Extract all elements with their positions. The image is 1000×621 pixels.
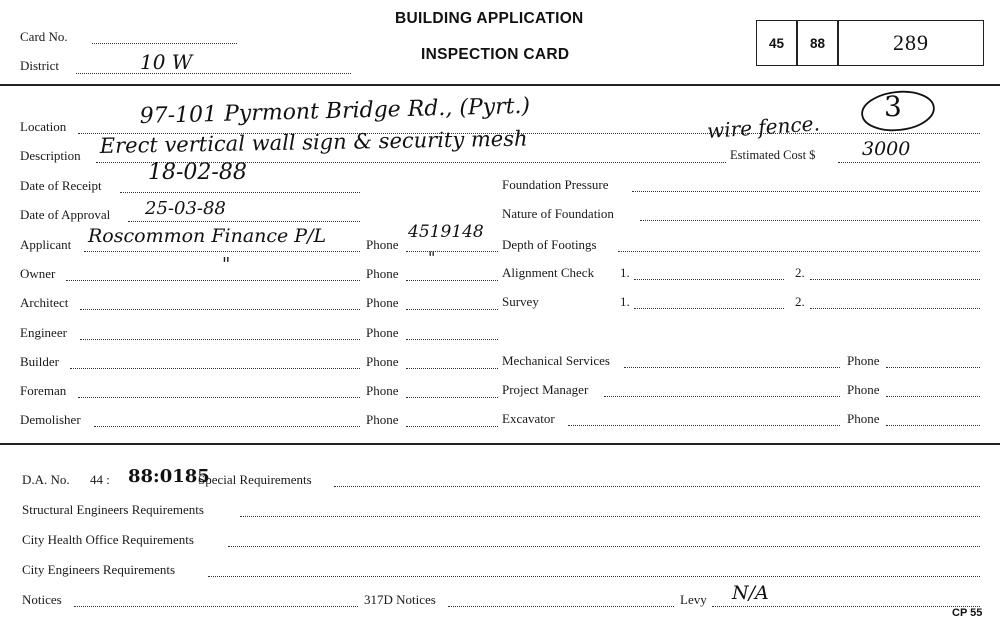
applicant-label: Applicant [20,237,72,252]
depth-of-footings-label: Depth of Footings [502,237,597,252]
special-requirements-label: Special Requirements [198,472,312,487]
owner-line [66,280,360,281]
notices-line [74,606,358,607]
architect-label: Architect [20,295,69,310]
foreman-phone-label: Phone [366,383,399,398]
applicant-phone-value: 4519148 [408,222,484,242]
demolisher-label: Demolisher [20,412,81,427]
nature-of-foundation-label: Nature of Foundation [502,206,614,221]
estimated-cost-line [838,162,980,163]
architect-line [80,309,360,310]
city-engineers-label: City Engineers Requirements [22,562,176,577]
nature-of-foundation-line [640,220,980,221]
demolisher-line [94,426,360,427]
card-no-line [92,43,237,44]
alignment-check-label: Alignment Check [502,265,595,280]
demolisher-phone-line [406,426,498,427]
da-no-label: D.A. No. [22,472,70,487]
demolisher-phone-label: Phone [366,412,399,427]
middle-rule [0,443,1000,445]
form-title: BUILDING APPLICATION [395,10,584,27]
card-no-label: Card No. [20,29,68,44]
engineer-label: Engineer [20,325,67,340]
date-of-receipt-line [120,192,360,193]
alignment-check-line-1 [634,279,784,280]
date-of-receipt-value: 18-02-88 [148,160,247,185]
form-code: CP 55 [952,607,983,619]
engineer-phone-label: Phone [366,325,399,340]
date-of-approval-label: Date of Approval [20,207,111,222]
foreman-line [78,397,360,398]
foundation-pressure-line [632,191,980,192]
special-requirements-line [334,486,980,487]
depth-of-footings-line [618,251,980,252]
owner-phone-value: " [428,248,436,267]
code-a: 45 [768,35,785,51]
card-number-box [756,20,984,66]
survey-n1: 1. [620,294,630,309]
excavator-line [568,425,840,426]
circled-number: 3 [884,90,902,123]
survey-line-2 [810,308,980,309]
applicant-phone-line [406,251,498,252]
district-label: District [20,58,59,73]
description-value: Erect vertical wall sign & security mesh [99,126,528,158]
notices-label: Notices [22,592,62,607]
builder-label: Builder [20,354,59,369]
applicant-phone-label: Phone [366,237,399,252]
survey-line-1 [634,308,784,309]
project-manager-line [604,396,840,397]
estimated-cost-value: 3000 [862,138,911,160]
owner-phone-label: Phone [366,266,399,281]
levy-line [712,606,980,607]
builder-line [70,368,360,369]
form-subtitle: INSPECTION CARD [421,46,570,63]
owner-label: Owner [20,266,56,281]
header-rule [0,84,1000,86]
structural-engineers-label: Structural Engineers Requirements [22,502,204,517]
description-value-2: wire fence. [706,111,821,143]
builder-phone-label: Phone [366,354,399,369]
notices-317d-line [448,606,674,607]
alignment-check-n1: 1. [620,265,630,280]
project-manager-phone-label: Phone [847,382,880,397]
district-line [76,73,351,74]
date-of-approval-line [128,221,360,222]
mechanical-services-phone-line [886,367,980,368]
excavator-phone-label: Phone [847,411,880,426]
notices-317d-label: 317D Notices [364,592,436,607]
excavator-label: Excavator [502,411,555,426]
city-health-line [228,546,980,547]
builder-phone-line [406,368,498,369]
da-number-value: 88:0185 [128,466,210,487]
foreman-phone-line [406,397,498,398]
location-value: 97-101 Pyrmont Bridge Rd., (Pyrt.) [139,93,531,129]
alignment-check-n2: 2. [795,265,805,280]
applicant-line [84,251,360,252]
engineer-line [80,339,360,340]
mechanical-services-phone-label: Phone [847,353,880,368]
excavator-phone-line [886,425,980,426]
project-manager-label: Project Manager [502,382,589,397]
da-prefix: 44 : [90,472,110,487]
city-engineers-line [208,576,980,577]
foreman-label: Foreman [20,383,67,398]
description-label: Description [20,148,81,163]
levy-value: N/A [732,582,769,604]
owner-phone-line [406,280,498,281]
mechanical-services-label: Mechanical Services [502,353,610,368]
estimated-cost-label: Estimated Cost $ [730,148,816,162]
engineer-phone-line [406,339,498,340]
code-b: 88 [809,35,826,51]
alignment-check-line-2 [810,279,980,280]
city-health-label: City Health Office Requirements [22,532,194,547]
architect-phone-line [406,309,498,310]
card-number: 289 [893,30,929,55]
survey-label: Survey [502,294,539,309]
owner-value: " [222,254,231,275]
survey-n2: 2. [795,294,805,309]
district-value: 10 W [140,50,193,74]
applicant-value: Roscommon Finance P/L [88,225,327,247]
location-label: Location [20,119,67,134]
architect-phone-label: Phone [366,295,399,310]
mechanical-services-line [624,367,840,368]
levy-label: Levy [680,592,707,607]
structural-engineers-line [240,516,980,517]
foundation-pressure-label: Foundation Pressure [502,177,609,192]
date-of-receipt-label: Date of Receipt [20,178,102,193]
project-manager-phone-line [886,396,980,397]
date-of-approval-value: 25-03-88 [145,198,226,219]
